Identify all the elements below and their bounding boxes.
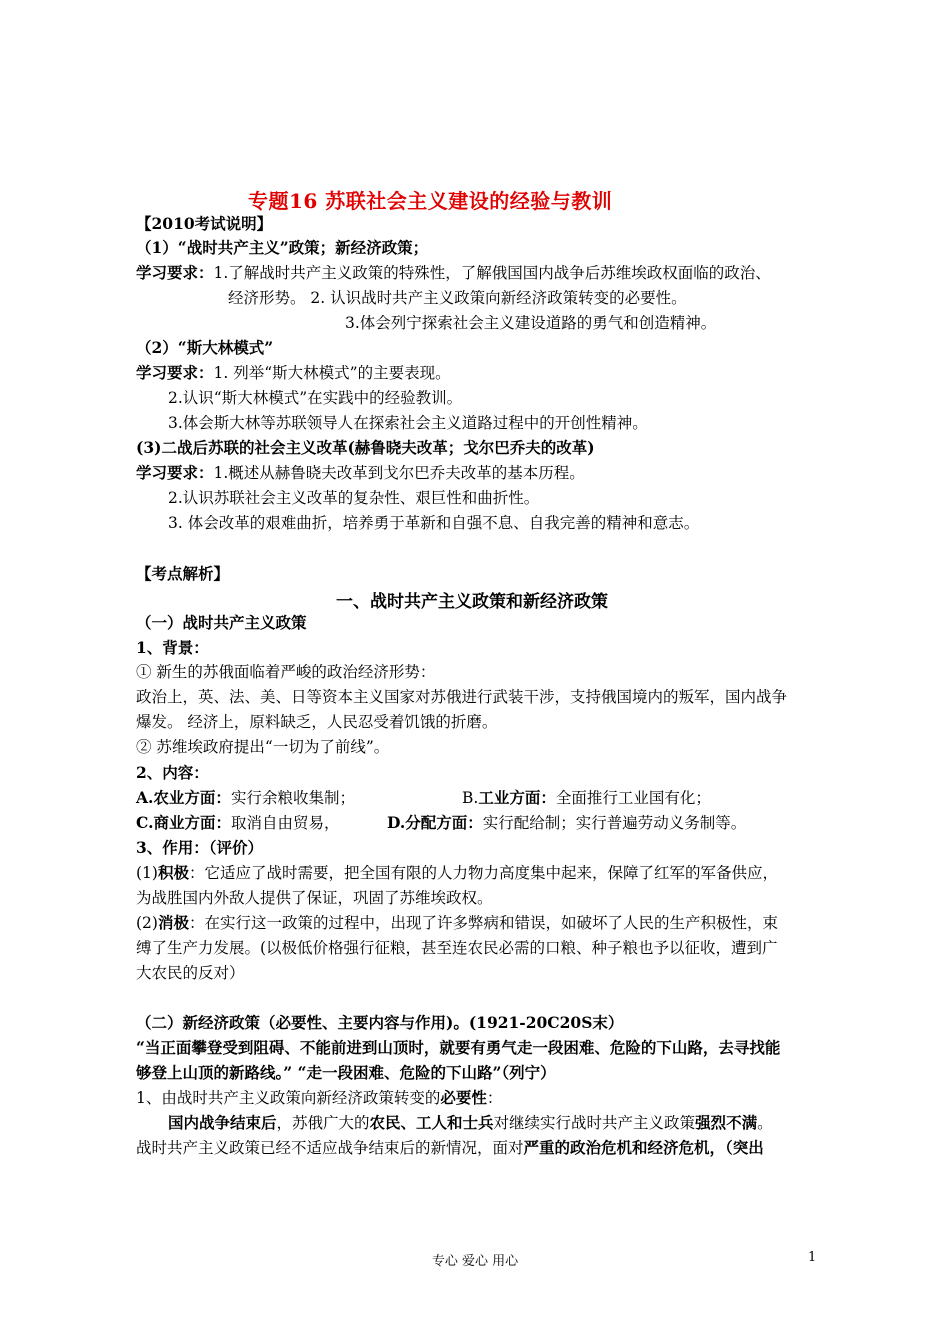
content-d: D.分配方面：实行配给制；实行普遍劳动义务制等。 bbox=[387, 813, 747, 832]
section-2-req-1 bbox=[136, 361, 451, 385]
effect-negative-cont-2: 大农民的反对） bbox=[136, 964, 245, 982]
effect-negative: (2)消极：在实行这一政策的过程中，出现了许多弊病和错误，如破坏了人民的生产积极性，束 bbox=[136, 913, 778, 932]
necessity-heading: 1、由战时共产主义政策向新经济政策转变的必要性： bbox=[136, 1088, 503, 1107]
section-2-req-3: 3.体会斯大林等苏联领导人在探索社会主义道路过程中的开创性精神。 bbox=[168, 414, 648, 432]
content-a: A.农业方面：实行余粮收集制； bbox=[136, 788, 355, 807]
section-3-req-3: 3. 体会改革的艰难曲折，培养勇于革新和自强不息、自我完善的精神和意志。 bbox=[168, 514, 700, 532]
section-1-heading: （1）“战时共产主义”政策；新经济政策； bbox=[136, 238, 429, 257]
lenin-quote-2: 够登上山顶的新路线。” “走一段困难、危险的下山路”（列宁） bbox=[136, 1063, 556, 1082]
req-text: 1.概述从赫鲁晓夫改革到戈尔巴乔夫改革的基本历程。 bbox=[213, 464, 585, 482]
background-4: ② 苏维埃政府提出“一切为了前线”。 bbox=[136, 738, 390, 756]
exam-header: 【2010考试说明】 bbox=[136, 214, 273, 233]
effect-negative-cont: 缚了生产力发展。(以极低价格强行征粮，甚至连农民必需的口粮、种子粮也予以征收，遭到广 bbox=[136, 939, 778, 957]
req-label: 学习要求： bbox=[136, 263, 214, 282]
effect-positive-cont: 为战胜国内外敌人提供了保证，巩固了苏维埃政权。 bbox=[136, 889, 493, 907]
section-2-heading: （2）“斯大林模式” bbox=[136, 338, 274, 357]
background-2: 政治上，英、法、美、日等资本主义国家对苏俄进行武装干涉，支持俄国境内的叛军，国内战争 bbox=[136, 688, 788, 706]
req-text: 1. 列举“斯大林模式”的主要表现。 bbox=[213, 364, 451, 382]
section-1-req-2: 经济形势。 2. 认识战时共产主义政策向新经济政策转变的必要性。 bbox=[228, 289, 687, 307]
content-b: B.工业方面：全面推行工业国有化； bbox=[462, 788, 711, 807]
page-footer: 专心 爱心 用心 bbox=[431, 1254, 519, 1269]
background-1: ① 新生的苏俄面临着严峻的政治经济形势： bbox=[136, 663, 436, 681]
part-1-subheading: （一）战时共产主义政策 bbox=[136, 613, 307, 632]
page-title: 专题16 苏联社会主义建设的经验与教训 bbox=[248, 189, 613, 213]
section-1-req-1 bbox=[136, 261, 771, 285]
lenin-quote-1: “当正面攀登受到阻碍、不能前进到山顶时，就要有勇气走一段困难、危险的下山路，去寻找能 bbox=[136, 1038, 781, 1057]
part-2-subheading: （二）新经济政策（必要性、主要内容与作用)。(1921-20C20S末） bbox=[136, 1013, 624, 1032]
necessity-paragraph-1: 国内战争结束后，苏俄广大的农民、工人和士兵对继续实行战时共产主义政策强烈不满。 bbox=[168, 1113, 773, 1132]
analysis-header: 【考点解析】 bbox=[136, 564, 230, 583]
effect-heading: 3、作用：（评价） bbox=[136, 838, 264, 857]
content-c: C.商业方面：取消自由贸易， bbox=[136, 813, 340, 832]
content-heading: 2、内容： bbox=[136, 763, 209, 782]
req-text: 1.了解战时共产主义政策的特殊性，了解俄国国内战争后苏维埃政权面临的政治、 bbox=[213, 264, 771, 282]
req-label: 学习要求： bbox=[136, 463, 214, 482]
section-2-req-2: 2.认识“斯大林模式”在实践中的经验教训。 bbox=[168, 389, 463, 407]
page-number: 1 bbox=[808, 1250, 817, 1265]
section-3-req-2: 2.认识苏联社会主义改革的复杂性、艰巨性和曲折性。 bbox=[168, 489, 540, 507]
section-1-req-3: 3.体会列宁探索社会主义建设道路的勇气和创造精神。 bbox=[345, 314, 717, 332]
effect-positive: (1)积极：它适应了战时需要，把全国有限的人力物力高度集中起来，保障了红军的军备供应， bbox=[136, 863, 778, 882]
background-heading: 1、背景： bbox=[136, 638, 209, 657]
section-3-heading: (3)二战后苏联的社会主义改革(赫鲁晓夫改革；戈尔巴乔夫的改革) bbox=[136, 438, 595, 457]
req-label: 学习要求： bbox=[136, 363, 214, 382]
section-3-req-1 bbox=[136, 461, 585, 485]
necessity-paragraph-2: 战时共产主义政策已经不适应战争结束后的新情况，面对严重的政治危机和经济危机，（突出 bbox=[136, 1138, 764, 1157]
part-1-title: 一、战时共产主义政策和新经济政策 bbox=[336, 592, 608, 612]
background-3: 爆发。 经济上，原料缺乏，人民忍受着饥饿的折磨。 bbox=[136, 713, 498, 731]
